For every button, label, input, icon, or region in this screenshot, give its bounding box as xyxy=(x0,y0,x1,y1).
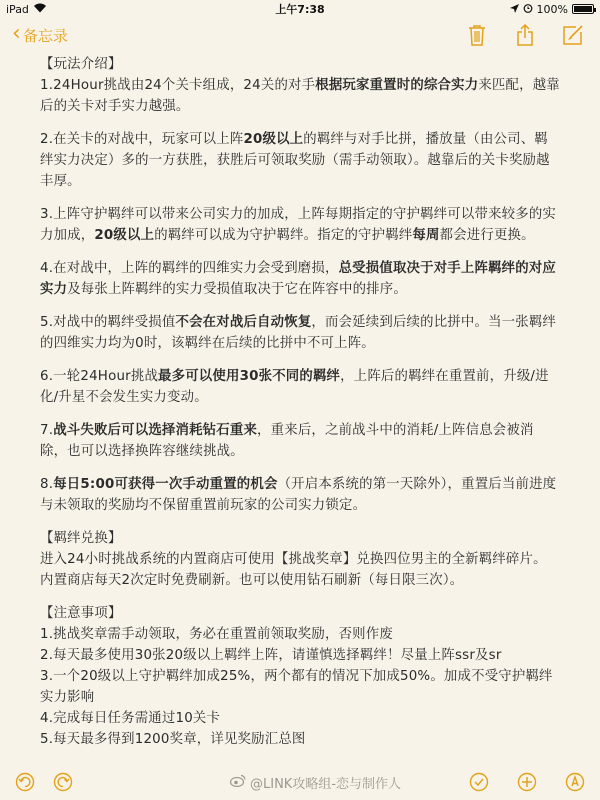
note-paragraph-2 xyxy=(40,129,560,192)
note-body[interactable] xyxy=(40,54,560,750)
compose-icon[interactable] xyxy=(562,24,584,46)
text-run: 及每张上阵羁绊的实力受损值取决于它在阵容中的排序。 xyxy=(67,282,407,297)
bold-run: 战斗失败后可以选择消耗钻石重来 xyxy=(53,423,258,438)
wifi-icon xyxy=(33,2,47,16)
text-run: 6.一轮24Hour挑战 xyxy=(40,369,159,384)
note-paragraph-3 xyxy=(40,204,560,246)
battery-percent: 100% xyxy=(536,2,568,16)
markup-icon[interactable] xyxy=(564,771,586,793)
location-arrow-icon xyxy=(510,3,519,16)
add-icon[interactable] xyxy=(516,771,538,793)
note-paragraph-1 xyxy=(40,75,560,117)
bold-run: 最多可以使用30张不同的羁绊 xyxy=(158,369,341,384)
text-run: 5.对战中的羁绊受损值 xyxy=(40,315,176,330)
watermark xyxy=(230,773,401,792)
text-run: 8. xyxy=(40,477,54,492)
redo-icon[interactable] xyxy=(52,771,74,793)
note-paragraph-8 xyxy=(40,474,560,516)
list-item: 4.完成每日任务需通过10关卡 xyxy=(40,711,221,726)
bottom-toolbar xyxy=(0,764,600,800)
text-run: 3.上阵守护羁绊可以带来公司实力的加成，上阵每期指定的守护羁绊可以带来较多的实力加成， xyxy=(40,207,557,243)
exchange-paragraph-1: 进入24小时挑战系统的内置商店可使用【挑战奖章】兑换四位男主的全新羁绊碎片。 xyxy=(40,552,547,567)
watermark-text: @LINK攻略组-恋与制作人 xyxy=(250,777,402,792)
device-label: iPad xyxy=(6,2,29,16)
bold-run: 20级以上 xyxy=(243,132,304,147)
note-paragraph-5 xyxy=(40,312,560,354)
nav-bar xyxy=(0,18,600,52)
trash-icon[interactable] xyxy=(466,24,488,46)
text-run: （开启本系统的第一天除外），重置后当前进度与未领取的奖励均不保留重置前玩家的公司实力锁定。 xyxy=(40,477,557,513)
battery-icon xyxy=(572,4,594,14)
bold-run: 每日5:00可获得一次手动重置的机会 xyxy=(53,477,278,492)
status-left xyxy=(6,2,47,16)
note-paragraph-4 xyxy=(40,258,560,300)
bold-run: 不会在对战后自动恢复 xyxy=(175,315,312,330)
checklist-icon[interactable] xyxy=(468,771,490,793)
text-run: 的羁绊可以成为守护羁绊。指定的守护羁绊 xyxy=(154,228,413,243)
status-right xyxy=(510,3,594,16)
text-run: 2.在关卡的对战中，玩家可以上阵 xyxy=(40,132,244,147)
text-run: 7. xyxy=(40,423,54,438)
bold-run: 每周 xyxy=(412,228,440,243)
note-paragraph-7 xyxy=(40,420,560,462)
text-run: 1.24Hour挑战由24个关卡组成，24关的对手 xyxy=(40,78,316,93)
toolbar-right xyxy=(468,771,586,793)
bold-run: 总受损值取决于对手上阵羁绊的对应实力 xyxy=(40,261,557,297)
text-run: 的羁绊与对手比拼，播放量（由公司、羁绊实力决定）多的一方获胜，获胜后可领取奖励（需手动领取）。越靠后的关卡奖励越丰厚。 xyxy=(40,132,550,189)
text-run: 来匹配，越靠后的关卡对手实力越强。 xyxy=(40,78,560,114)
bold-run: 根据玩家重置时的综合实力 xyxy=(315,78,479,93)
gameplay-heading: 【玩法介绍】 xyxy=(40,57,122,72)
share-icon[interactable] xyxy=(514,24,536,46)
nav-actions xyxy=(466,24,588,46)
status-bar xyxy=(0,0,600,18)
undo-icon[interactable] xyxy=(14,771,36,793)
bold-run: 20级以上 xyxy=(94,228,155,243)
text-run: ，重来后，之前战斗中的消耗/上阵信息会被消除，也可以选择换阵容继续挑战。 xyxy=(40,423,534,459)
note-paragraph-6 xyxy=(40,366,560,408)
back-button-label: 备忘录 xyxy=(22,26,68,45)
list-item: 1.挑战奖章需手动领取，务必在重置前领取奖励，否则作废 xyxy=(40,627,393,642)
notes-heading: 【注意事项】 xyxy=(40,606,122,621)
notes-list xyxy=(40,624,560,750)
chevron-left-icon: ‹ xyxy=(12,21,21,46)
list-item: 3.一个20级以上守护羁绊加成25%，两个都有的情况下加成50%。加成不受守护羁绊实力影响 xyxy=(40,669,553,705)
list-item: 5.每天最多得到1200奖章，详见奖励汇总图 xyxy=(40,732,306,747)
text-run: ，而会延续到后续的比拼中。当一张羁绊的四维实力均为0时，该羁绊在后续的比拼中不可上阵。 xyxy=(40,315,557,351)
back-button[interactable] xyxy=(12,21,68,46)
text-run: ，上阵后的羁绊在重置前，升级/进化/升星不会发生实力变动。 xyxy=(40,369,549,405)
weibo-icon xyxy=(230,774,246,791)
text-run: 都会进行更换。 xyxy=(439,228,535,243)
list-item: 2.每天最多使用30张20级以上羁绊上阵，请谨慎选择羁绊！尽量上阵ssr及sr xyxy=(40,648,502,663)
alarm-icon xyxy=(523,3,533,16)
text-run: 4.在对战中，上阵的羁绊的四维实力会受到磨损， xyxy=(40,261,339,276)
battery-fill xyxy=(574,6,592,12)
exchange-paragraph-2: 内置商店每天2次定时免费刷新。也可以使用钻石刷新（每日限三次）。 xyxy=(40,573,464,588)
toolbar-left xyxy=(14,771,74,793)
status-time: 上午7:38 xyxy=(275,3,325,16)
exchange-heading: 【羁绊兑换】 xyxy=(40,531,122,546)
